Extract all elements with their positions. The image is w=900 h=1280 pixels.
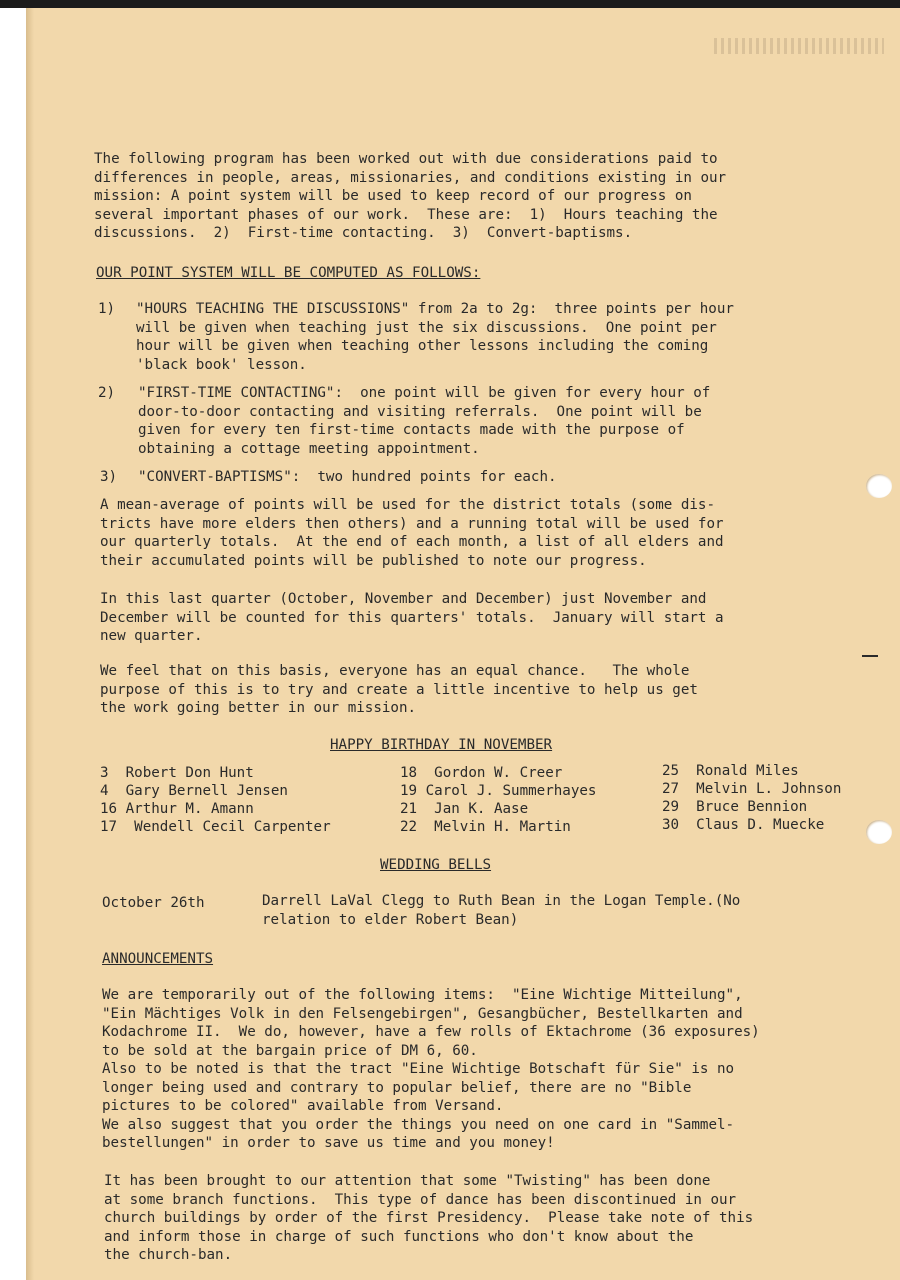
birthday-entry: 18 Gordon W. Creer: [400, 765, 563, 781]
birthday-entry: 21 Jan K. Aase: [400, 801, 529, 817]
birthday-entry: 27 Melvin L. Johnson: [662, 781, 842, 797]
announcements-heading: ANNOUNCEMENTS: [102, 951, 214, 967]
announcements-paragraph: We are temporarily out of the following items: "Eine Wichtige Mitteilung", "Ein Mächtiges Volk in den Felsengebirgen", Gesangbücher, Bestellkarten and Kodachrome II. We do, however, have a few rolls of Ektachrome (36 exposures) to be sold at the bargain price of DM 6, 60. Also to be noted is that the tract "Eine Wichtige Botschaft für Sie" is no longer being used and contrary to popular belief, there are no "Bible pictures to be colored" available from Versand. We also suggest that you order the things you need on one card in "Sammel- bestellungen" in order to save us time and you money!: [102, 987, 760, 1151]
point-text-2: "FIRST-TIME CONTACTING": one point will be given for every hour of door-to-door contacting and visiting referrals. One point will be given for every ten first-time contacts made with the purpose of obtaining a cottage meeting appointment.: [138, 385, 711, 457]
point-number-2: 2): [98, 385, 116, 401]
wedding-heading: WEDDING BELLS: [380, 857, 492, 873]
birthday-entry: 4 Gary Bernell Jensen: [100, 783, 288, 799]
point-number-3: 3): [100, 469, 118, 485]
equal-chance-paragraph: We feel that on this basis, everyone has an equal chance. The whole purpose of this is to try and create a little incentive to help us get the work going better in our mission.: [100, 663, 698, 716]
birthday-entry: 22 Melvin H. Martin: [400, 819, 571, 835]
quarter-paragraph: In this last quarter (October, November and December) just November and December will be counted for this quarters' totals. January will start a new quarter.: [100, 591, 724, 644]
twisting-paragraph: It has been brought to our attention that some "Twisting" has been done at some branch functions. This type of dance has been discontinued in our church buildings by order of the first Presidency. Please take note of this and inform those in charge of such functions who don't know about the the church-ban.: [104, 1173, 754, 1263]
faded-note: [714, 38, 884, 54]
birthday-entry: 17 Wendell Cecil Carpenter: [100, 819, 331, 835]
punch-hole-lower: [866, 820, 892, 844]
birthday-entry: 19 Carol J. Summerhayes: [400, 783, 597, 799]
point-number-1: 1): [98, 301, 116, 317]
birthday-entry: 25 Ronald Miles: [662, 763, 799, 779]
punch-hole-upper: [866, 474, 892, 498]
birthday-entry: 29 Bruce Bennion: [662, 799, 808, 815]
wedding-text: Darrell LaVal Clegg to Ruth Bean in the Logan Temple.(No relation to elder Robert Bean): [262, 893, 741, 928]
window-top-edge: [0, 0, 900, 8]
birthday-entry: 30 Claus D. Muecke: [662, 817, 825, 833]
birthday-entry: 3 Robert Don Hunt: [100, 765, 254, 781]
wedding-date: October 26th: [102, 895, 205, 911]
intro-paragraph: The following program has been worked out with due considerations paid to differences in people, areas, missionaries, and conditions existing in our mission: A point system will be used to keep record of our progress on several important phases of our work. These are: 1) Hours teaching the discussions. 2) First-time contacting. 3) Convert-baptisms.: [94, 151, 727, 241]
pen-mark: [862, 655, 878, 657]
averaging-paragraph: A mean-average of points will be used for the district totals (some dis- tricts have more elders then others) and a running total will be used for our quarterly totals. At the end of each month, a list of all elders and their accumulated points will be published to note our progress.: [100, 497, 724, 569]
birthday-entry: 16 Arthur M. Amann: [100, 801, 254, 817]
point-text-1: "HOURS TEACHING THE DISCUSSIONS" from 2a to 2g: three points per hour will be given when teaching just the six discussions. One point per hour will be given when teaching other lessons including the coming 'black book' lesson.: [136, 301, 734, 373]
point-text-3: "CONVERT-BAPTISMS": two hundred points for each.: [138, 469, 557, 485]
point-system-heading: OUR POINT SYSTEM WILL BE COMPUTED AS FOLLOWS:: [96, 265, 481, 281]
birthday-heading: HAPPY BIRTHDAY IN NOVEMBER: [330, 737, 553, 753]
